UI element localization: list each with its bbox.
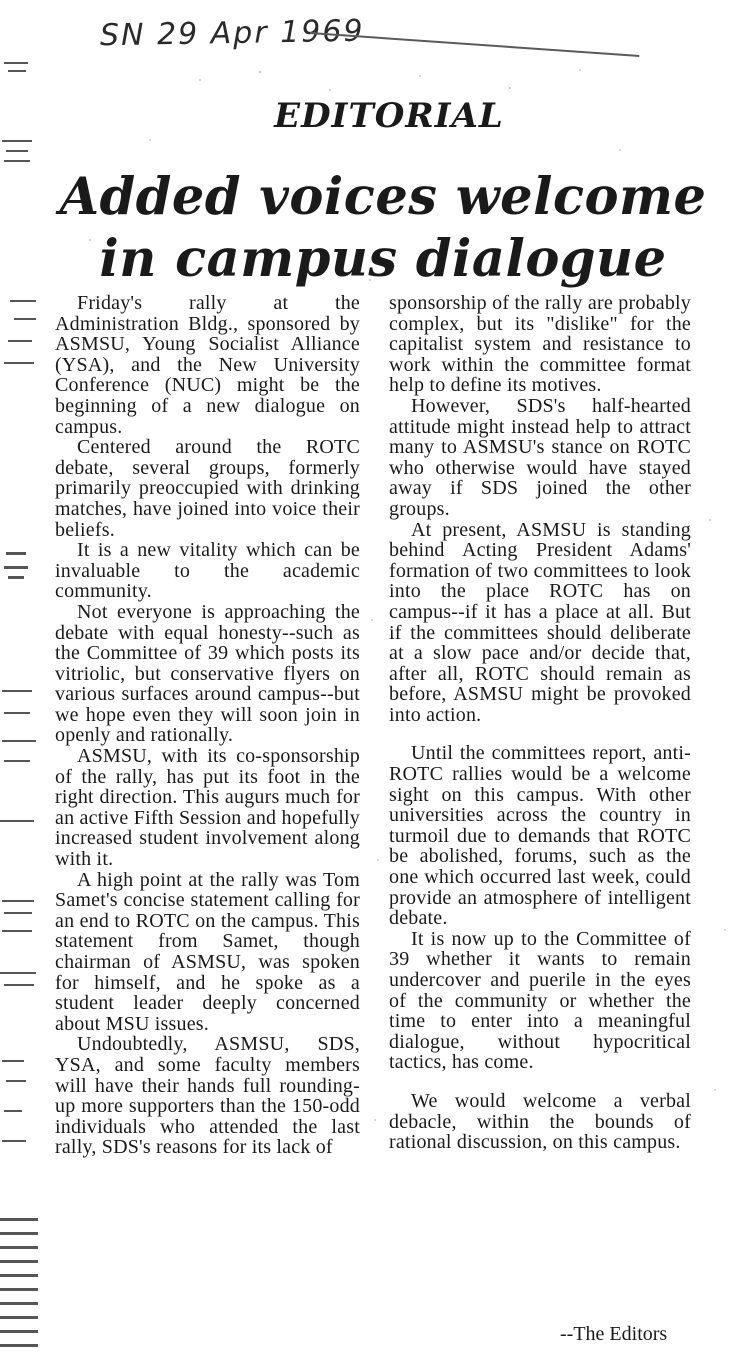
headline-line-1: Added voices welcome [59, 167, 707, 227]
left-column [55, 293, 360, 1158]
handwritten-date-note: SN 29 Apr 1969 [99, 13, 365, 54]
signoff: --The Editors [560, 1323, 668, 1345]
paragraph: However, SDS's half-hearted attitude might instead help to attract many to ASMSU's stance on ROTC who otherwise would have stayed away if SDS joined the other groups. [389, 394, 691, 520]
paragraph: ASMSU, with its co-sponsorship of the rally, has put its foot in the right direction. This augurs much for an active Fifth Session and hopefully increased student involvement along with it. [55, 745, 360, 871]
paragraph: Centered around the ROTC debate, several groups, formerly primarily preoccupied with drinking matches, have joined into voice their beliefs. [55, 436, 360, 541]
section-label: EDITORIAL [274, 96, 504, 136]
paragraph: A high point at the rally was Tom Samet's concise statement calling for an end to ROTC on the campus. This statement from Samet, though chairman of ASMSU, was spoken for himself, and he spoke as a student leader deeply concerned about MSU issues. [55, 868, 360, 1035]
paragraph: Not everyone is approaching the debate with equal honesty--such as the Committee of 39 which posts its vitriolic, but conservative flyers on various surfaces around campus--but we hope even they will soon join in openly and rationally. [55, 600, 360, 747]
paragraph: At present, ASMSU is standing behind Acting President Adams' formation of two committees to look into the place ROTC has on campus--if it has a place at all. But if the committees should deliberate at a slow pace and/or decide that, after all, ROTC should remain as before, ASMSU might be provoked into action. [389, 518, 691, 726]
paragraph: sponsorship of the rally are probably complex, but its "dislike" for the capitalist system and resistance to work within the committee format help to define its motives. [389, 292, 691, 397]
paragraph: It is now up to the Committee of 39 whether it wants to remain undercover and puerile in the eyes of the community or whether the time to enter into a meaningful dialogue, without hypocritical tactics, has come. [389, 927, 691, 1074]
paragraph: Friday's rally at the Administration Bldg., sponsored by ASMSU, Young Socialist Alliance (YSA), and the New University Conference (NUC) might be the beginning of a new dialogue on campus. [55, 292, 360, 438]
paragraph: We would welcome a verbal debacle, within the bounds of rational discussion, on this campus. [389, 1089, 691, 1154]
headline [8, 166, 750, 290]
paragraph: Undoubtedly, ASMSU, SDS, YSA, and some faculty members will have their hands full rounding-up more supporters than the 150-odd individuals who attended the last rally, SDS's reasons for its lack of [55, 1033, 360, 1159]
paragraph: It is a new vitality which can be invaluable to the academic community. [55, 539, 360, 603]
right-column [389, 293, 691, 1153]
paragraph: Until the committees report, anti-ROTC rallies would be a welcome sight on this campus. With other universities across the country in turmoil due to demands that ROTC be abolished, forums, such as the one which occurred last week, could provide an atmosphere of intelligent debate. [389, 742, 691, 930]
headline-line-2: in campus dialogue [99, 229, 667, 289]
